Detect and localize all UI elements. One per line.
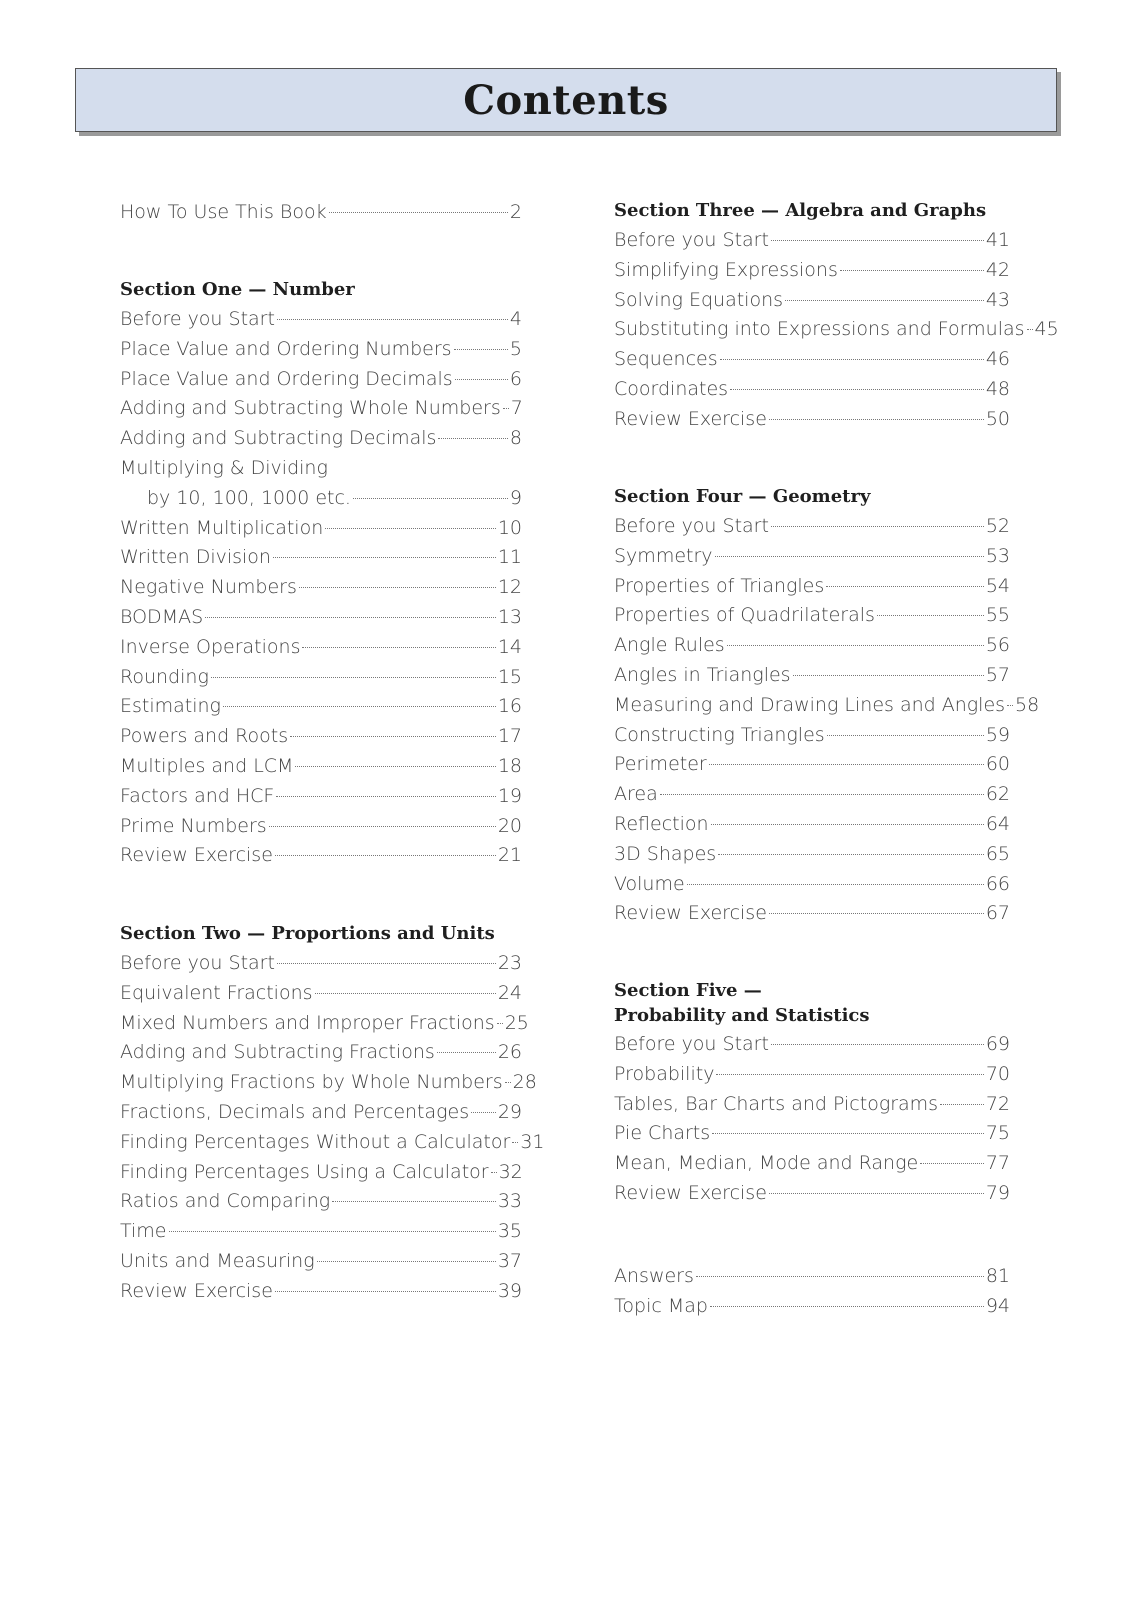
- toc-entry-page: 14: [497, 635, 522, 658]
- entry-list: [614, 512, 1040, 929]
- toc-entry[interactable]: [614, 721, 1010, 751]
- toc-entry-page: 2: [509, 201, 522, 223]
- toc-entry-page: 37: [497, 1249, 522, 1272]
- toc-entry-page: 60: [985, 753, 1010, 776]
- toc-entry[interactable]: [120, 573, 522, 603]
- toc-entry-page: 75: [985, 1122, 1010, 1145]
- toc-entry[interactable]: [120, 841, 522, 871]
- toc-entry[interactable]: [614, 631, 1010, 661]
- toc-entry-page: 45: [1034, 318, 1059, 341]
- dot-leader: [769, 913, 984, 914]
- toc-entry-page: 26: [497, 1041, 522, 1064]
- toc-entry-title: Probability: [614, 1062, 715, 1085]
- toc-entry[interactable]: [614, 1292, 1010, 1322]
- toc-entry-title: Estimating: [120, 695, 221, 718]
- dot-leader: [454, 349, 508, 350]
- dot-leader: [325, 528, 496, 529]
- toc-entry-title: Negative Numbers: [120, 576, 297, 599]
- toc-entry-title: Measuring and Drawing Lines and Angles: [614, 693, 1006, 716]
- dot-leader: [660, 794, 984, 795]
- toc-entry[interactable]: [120, 543, 522, 573]
- toc-entry-page: 5: [509, 337, 522, 360]
- toc-entry-page: 94: [985, 1294, 1010, 1317]
- toc-entry-page: 62: [985, 783, 1010, 806]
- dot-leader: [771, 240, 984, 241]
- toc-entry-page: 4: [509, 308, 522, 330]
- dot-leader: [727, 645, 984, 646]
- toc-entry[interactable]: [614, 1262, 1010, 1292]
- toc-entry[interactable]: [120, 1098, 522, 1128]
- toc-entry-title: Inverse Operations: [120, 635, 301, 658]
- toc-entry-title: Before you Start: [614, 229, 769, 251]
- entry-list: [614, 226, 1059, 435]
- toc-entry-page: 53: [985, 544, 1010, 567]
- toc-entry[interactable]: [120, 1277, 522, 1307]
- dot-leader: [491, 1172, 497, 1173]
- toc-entry-page: 18: [497, 754, 522, 777]
- toc-entry-page: 54: [985, 574, 1010, 597]
- toc-entry[interactable]: [614, 810, 1010, 840]
- toc-entry-title: Before you Start: [614, 1033, 769, 1055]
- toc-entry-page: 41: [985, 229, 1010, 251]
- section-one: [120, 275, 522, 871]
- toc-entry-title: 3D Shapes: [614, 842, 717, 865]
- dot-leader: [877, 615, 984, 616]
- toc-entry[interactable]: [614, 750, 1010, 780]
- toc-entry-title: Multiplying & Dividing: [120, 456, 328, 479]
- toc-entry[interactable]: [614, 691, 1040, 721]
- toc-entry[interactable]: [614, 1090, 1010, 1120]
- dot-leader: [315, 993, 496, 994]
- toc-entry-title: Properties of Quadrilaterals: [614, 604, 875, 627]
- toc-entry-title: Coordinates: [614, 377, 729, 400]
- toc-entry[interactable]: [120, 1009, 529, 1039]
- toc-entry-page: 72: [985, 1092, 1010, 1115]
- toc-entry-title: Mixed Numbers and Improper Fractions: [120, 1011, 495, 1034]
- dot-leader: [275, 855, 496, 856]
- toc-entry[interactable]: [614, 405, 1010, 435]
- toc-entry-title: Before you Start: [614, 515, 769, 537]
- toc-entry-title: Volume: [614, 872, 685, 895]
- toc-entry[interactable]: [614, 661, 1010, 691]
- toc-entry-title: Review Exercise: [120, 844, 273, 867]
- dot-leader: [940, 1104, 984, 1105]
- dot-leader: [329, 212, 508, 213]
- toc-entry-page: 79: [985, 1181, 1010, 1204]
- dot-leader: [696, 1276, 984, 1277]
- toc-entry-page: 13: [497, 605, 522, 628]
- toc-entry[interactable]: [120, 1038, 522, 1068]
- dot-leader: [769, 1193, 984, 1194]
- toc-entry-page: 7: [510, 397, 523, 420]
- dot-leader: [277, 963, 496, 964]
- dot-leader: [687, 884, 984, 885]
- section-heading: Section Three — Algebra and Graphs: [614, 200, 987, 221]
- toc-entry-title: Prime Numbers: [120, 814, 267, 837]
- toc-entry-page: 69: [985, 1033, 1010, 1055]
- toc-entry-title: Answers: [614, 1265, 694, 1287]
- toc-entry-title: Ratios and Comparing: [120, 1190, 331, 1213]
- toc-entry-title: Substituting into Expressions and Formulas: [614, 318, 1025, 341]
- toc-entry-page: 70: [985, 1062, 1010, 1085]
- section-heading: Section One — Number: [120, 279, 355, 300]
- toc-entry-title: Area: [614, 783, 658, 806]
- toc-entry[interactable]: [120, 1187, 522, 1217]
- toc-entry-page: 9: [509, 486, 522, 509]
- dot-leader: [205, 617, 496, 618]
- toc-entry-page: 6: [509, 367, 522, 390]
- toc-entry-page: 25: [504, 1011, 529, 1034]
- toc-entry-page: 33: [497, 1190, 522, 1213]
- toc-entry[interactable]: [120, 305, 522, 335]
- toc-entry-page: 19: [497, 784, 522, 807]
- dot-leader: [793, 675, 984, 676]
- toc-entry-title: Adding and Subtracting Fractions: [120, 1041, 435, 1064]
- toc-entry-page: 28: [512, 1071, 537, 1094]
- dot-leader: [317, 1261, 496, 1262]
- dot-leader: [211, 677, 496, 678]
- section-four: [614, 482, 1040, 929]
- toc-entry[interactable]: [614, 572, 1010, 602]
- toc-entry-page: 10: [497, 516, 522, 539]
- toc-entry-page: 35: [497, 1220, 522, 1243]
- toc-entry[interactable]: [120, 365, 522, 395]
- dot-leader: [276, 796, 495, 797]
- toc-entry[interactable]: [614, 840, 1010, 870]
- toc-entry-title: BODMAS: [120, 605, 204, 628]
- entry-list: [614, 1030, 1010, 1209]
- toc-entry-page: 20: [497, 814, 522, 837]
- toc-entry[interactable]: [614, 315, 1059, 345]
- toc-entry[interactable]: [120, 484, 522, 514]
- toc-entry-page: 48: [985, 377, 1010, 400]
- toc-entry-title: Powers and Roots: [120, 725, 289, 748]
- toc-entry-title: Review Exercise: [120, 1279, 273, 1302]
- dot-leader: [277, 319, 508, 320]
- toc-entry-page: 56: [985, 634, 1010, 657]
- toc-entry-page: 15: [497, 665, 522, 688]
- dot-leader: [290, 736, 496, 737]
- toc-entry[interactable]: [120, 752, 522, 782]
- entry-list: [120, 949, 545, 1307]
- page-title: Contents: [463, 76, 669, 124]
- toc-entry-page: 42: [985, 258, 1010, 281]
- toc-entry[interactable]: [120, 633, 522, 663]
- dot-leader: [299, 587, 496, 588]
- toc-entry-title: Solving Equations: [614, 288, 784, 311]
- toc-entry-title: Mean, Median, Mode and Range: [614, 1152, 919, 1175]
- toc-entry-page: 12: [497, 576, 522, 599]
- dot-leader: [718, 854, 984, 855]
- toc-entry-page: 31: [520, 1130, 545, 1153]
- toc-entry-title: by 10, 100, 1000 etc.: [147, 486, 351, 509]
- dot-leader: [295, 766, 495, 767]
- toc-entry[interactable]: [120, 1158, 522, 1188]
- toc-entry[interactable]: [614, 1030, 1010, 1060]
- toc-entry-title: Fractions, Decimals and Percentages: [120, 1100, 470, 1123]
- section-heading-line: Probability and Statistics: [614, 1005, 870, 1026]
- toc-entry-title: Units and Measuring: [120, 1249, 315, 1272]
- toc-entry-title: Review Exercise: [614, 1181, 767, 1204]
- dot-leader: [716, 1074, 983, 1075]
- toc-entry-title: Topic Map: [614, 1294, 708, 1317]
- toc-entry-title: Angles in Triangles: [614, 663, 791, 686]
- dot-leader: [505, 1082, 511, 1083]
- toc-entry-page: 55: [985, 604, 1010, 627]
- dot-leader: [332, 1201, 496, 1202]
- dot-leader: [269, 826, 496, 827]
- dot-leader: [275, 1291, 496, 1292]
- toc-entry[interactable]: [614, 1119, 1010, 1149]
- toc-entry-page: 67: [985, 902, 1010, 925]
- toc-entry-title: Finding Percentages Without a Calculator: [120, 1130, 511, 1153]
- toc-entry-title: Time: [120, 1220, 167, 1243]
- dot-leader: [471, 1112, 496, 1113]
- dot-leader: [826, 586, 984, 587]
- toc-entry-title: Written Multiplication: [120, 516, 324, 539]
- toc-entry-page: 11: [497, 546, 522, 569]
- section-heading-line: Section Five —: [614, 980, 762, 1001]
- section-heading: [614, 978, 1010, 1030]
- toc-entry-page: 52: [985, 515, 1010, 537]
- toc-entry-page: 77: [985, 1152, 1010, 1175]
- toc-entry-title: Rounding: [120, 665, 209, 688]
- toc-entry-title: Sequences: [614, 348, 718, 371]
- dot-leader: [437, 1052, 496, 1053]
- toc-entry-page: 39: [497, 1279, 522, 1302]
- toc-entry-title: Written Division: [120, 546, 271, 569]
- dot-leader: [715, 556, 984, 557]
- toc-entry-page: 59: [985, 723, 1010, 746]
- toc-entry-page: 32: [498, 1160, 523, 1183]
- toc-entry-title: Angle Rules: [614, 634, 725, 657]
- dot-leader: [1027, 329, 1033, 330]
- dot-leader: [720, 359, 984, 360]
- dot-leader: [710, 1306, 984, 1307]
- toc-entry-page: 57: [985, 663, 1010, 686]
- toc-entry[interactable]: [614, 226, 1010, 256]
- dot-leader: [223, 706, 496, 707]
- dot-leader: [827, 735, 984, 736]
- toc-entry-title: Review Exercise: [614, 902, 767, 925]
- toc-entry-title: How To Use This Book: [120, 201, 327, 223]
- dot-leader: [302, 647, 495, 648]
- toc-entry-title: Multiplying Fractions by Whole Numbers: [120, 1071, 503, 1094]
- toc-entry-title: Pie Charts: [614, 1122, 711, 1145]
- toc-entry-page: 50: [985, 407, 1010, 430]
- toc-entry[interactable]: [120, 949, 522, 979]
- toc-entry-title: Reflection: [614, 812, 709, 835]
- toc-entry[interactable]: [120, 335, 522, 365]
- toc-entry[interactable]: [614, 542, 1010, 572]
- toc-entry[interactable]: [120, 722, 522, 752]
- toc-entry[interactable]: [120, 692, 522, 722]
- toc-entry-page: 66: [985, 872, 1010, 895]
- toc-entry-page: 23: [497, 952, 522, 974]
- section-heading: Section Two — Proportions and Units: [120, 923, 495, 944]
- toc-entry[interactable]: [614, 899, 1010, 929]
- toc-entry[interactable]: [614, 1060, 1010, 1090]
- toc-entry-title: Equivalent Fractions: [120, 981, 313, 1004]
- section-two: [120, 919, 545, 1307]
- toc-entry[interactable]: [120, 603, 522, 633]
- dot-leader: [455, 379, 508, 380]
- entry-list: [120, 305, 522, 871]
- entry-list: [614, 1262, 1010, 1322]
- toc-entry-title: Perimeter: [614, 753, 707, 776]
- toc-entry-page: 81: [985, 1265, 1010, 1287]
- toc-entry[interactable]: [120, 812, 522, 842]
- toc-entry-page: 58: [1015, 693, 1040, 716]
- toc-entry-title: Place Value and Ordering Decimals: [120, 367, 453, 390]
- dot-leader: [709, 764, 984, 765]
- toc-entry[interactable]: [120, 514, 522, 544]
- section-five: [614, 978, 1010, 1209]
- toc-entry-page: 64: [985, 812, 1010, 835]
- toc-entry-title: Place Value and Ordering Numbers: [120, 337, 452, 360]
- toc-entry[interactable]: [120, 782, 522, 812]
- toc-entry-title: Adding and Subtracting Whole Numbers: [120, 397, 501, 420]
- dot-leader: [785, 300, 984, 301]
- toc-entry[interactable]: [614, 256, 1010, 286]
- toc-entry-title: Constructing Triangles: [614, 723, 825, 746]
- toc-entry-page: 21: [497, 844, 522, 867]
- toc-entry[interactable]: [614, 1149, 1010, 1179]
- toc-entry[interactable]: [120, 1128, 545, 1158]
- section-heading: Section Four — Geometry: [614, 486, 871, 507]
- toc-entry-title: Tables, Bar Charts and Pictograms: [614, 1092, 939, 1115]
- toc-entry[interactable]: [120, 979, 522, 1009]
- dot-leader: [497, 1023, 503, 1024]
- toc-entry-page: 46: [985, 348, 1010, 371]
- toc-entry[interactable]: [614, 345, 1010, 375]
- dot-leader: [512, 1142, 518, 1143]
- intro-block: [120, 198, 522, 228]
- toc-entry[interactable]: [120, 198, 522, 228]
- dot-leader: [353, 498, 508, 499]
- toc-entry[interactable]: [614, 1179, 1010, 1209]
- toc-entry-page: 24: [497, 981, 522, 1004]
- dot-leader: [711, 824, 984, 825]
- toc-entry[interactable]: [120, 1068, 537, 1098]
- toc-entry[interactable]: [614, 601, 1010, 631]
- dot-leader: [169, 1231, 496, 1232]
- toc-entry-title: Multiples and LCM: [120, 754, 294, 777]
- toc-entry-title: Finding Percentages Using a Calculator: [120, 1160, 489, 1183]
- dot-leader: [1007, 705, 1013, 706]
- toc-entry[interactable]: [614, 870, 1010, 900]
- toc-entry-title: Simplifying Expressions: [614, 258, 838, 281]
- dot-leader: [920, 1163, 984, 1164]
- toc-entry[interactable]: [120, 394, 522, 424]
- toc-entry-title: Symmetry: [614, 544, 713, 567]
- toc-entry[interactable]: [614, 512, 1010, 542]
- dot-leader: [273, 557, 496, 558]
- toc-entry-page: 17: [497, 725, 522, 748]
- toc-entry[interactable]: [614, 375, 1010, 405]
- back-matter: [614, 1262, 1010, 1322]
- dot-leader: [769, 419, 984, 420]
- toc-entry-title: Properties of Triangles: [614, 574, 825, 597]
- toc-entry[interactable]: [614, 286, 1010, 316]
- toc-entry[interactable]: [120, 1217, 522, 1247]
- toc-entry-page: 29: [497, 1100, 522, 1123]
- dot-leader: [771, 526, 984, 527]
- toc-entry[interactable]: [120, 454, 522, 484]
- dot-leader: [503, 408, 509, 409]
- toc-entry-title: Factors and HCF: [120, 784, 275, 807]
- dot-leader: [771, 1044, 984, 1045]
- dot-leader: [840, 270, 984, 271]
- toc-entry[interactable]: [120, 424, 522, 454]
- section-three: [614, 196, 1059, 435]
- dot-leader: [712, 1133, 984, 1134]
- toc-entry-page: 16: [497, 695, 522, 718]
- toc-entry[interactable]: [120, 663, 522, 693]
- toc-entry-page: 8: [509, 427, 522, 450]
- toc-entry-title: Before you Start: [120, 952, 275, 974]
- dot-leader: [730, 389, 984, 390]
- toc-entry-page: 43: [985, 288, 1010, 311]
- dot-leader: [438, 438, 507, 439]
- toc-entry-title: Review Exercise: [614, 407, 767, 430]
- toc-entry[interactable]: [614, 780, 1010, 810]
- contents-banner: [75, 68, 1057, 132]
- toc-entry[interactable]: [120, 1247, 522, 1277]
- toc-entry-title: Before you Start: [120, 308, 275, 330]
- toc-entry-page: 65: [985, 842, 1010, 865]
- toc-entry-title: Adding and Subtracting Decimals: [120, 427, 437, 450]
